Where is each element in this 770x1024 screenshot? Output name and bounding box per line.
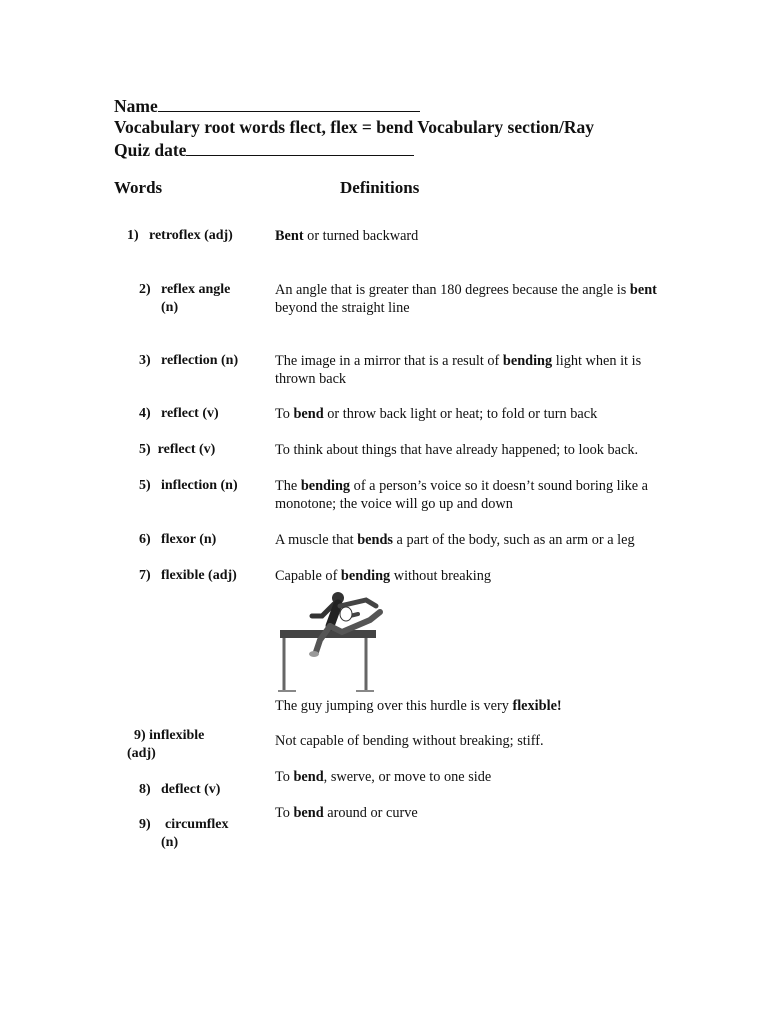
word-item: 4) reflect (v) xyxy=(139,406,219,421)
name-line xyxy=(114,94,420,117)
definition xyxy=(275,804,685,822)
definition-keyword: flexible! xyxy=(512,698,562,714)
words-heading: Words xyxy=(114,178,163,197)
definition xyxy=(275,352,685,388)
name-blank[interactable] xyxy=(158,94,420,112)
definition xyxy=(275,405,685,423)
definition-keyword: bend xyxy=(293,805,324,821)
definition-keyword: bend xyxy=(293,406,324,422)
definition-keyword: bent xyxy=(629,282,657,298)
definition-text: beyond the straight line xyxy=(275,300,410,316)
definition-text: The image in a mirror that is a result of xyxy=(275,353,503,369)
definition-text: around or curve xyxy=(323,805,418,821)
word-item: 9) circumflex (n) xyxy=(139,817,229,850)
word-item: 8) deflect (v) xyxy=(139,782,221,797)
word-item: 5) inflection (n) xyxy=(139,478,238,493)
word-item: 1) retroflex (adj) xyxy=(127,228,233,243)
definition-text: An angle that is greater than 180 degrees because the angle is xyxy=(275,282,630,298)
definition-text: To xyxy=(275,769,294,785)
definition-text: A muscle that xyxy=(275,532,358,548)
definition-text: or throw back light or heat; to fold or turn back xyxy=(323,406,598,422)
definition xyxy=(275,768,685,786)
definition-text: without breaking xyxy=(390,568,492,584)
definition-text: To xyxy=(275,406,294,422)
definition-text: To think about things that have already happened; to look back. xyxy=(275,442,639,458)
hurdle-jumper-image xyxy=(276,586,388,694)
definition-text: a part of the body, such as an arm or a leg xyxy=(392,532,635,548)
definition-text: The guy jumping over this hurdle is very xyxy=(275,698,513,714)
definition xyxy=(275,567,685,585)
definition xyxy=(275,477,685,513)
definition-keyword: bending xyxy=(300,478,351,494)
definition-text: light when it is thrown back xyxy=(275,353,642,387)
word-item: 5) reflect (v) xyxy=(139,442,216,457)
definition-keyword: bends xyxy=(357,532,393,548)
definition-text: To xyxy=(275,805,294,821)
quiz-date-label: Quiz date xyxy=(114,140,187,160)
definition xyxy=(275,697,685,715)
definition xyxy=(275,441,685,459)
definition-text: of a person’s voice so it doesn’t sound boring like a monotone; the voice will go up and down xyxy=(275,478,649,512)
definition-text: Not capable of bending without breaking; stiff. xyxy=(275,733,544,749)
definition-text: or turned backward xyxy=(303,228,419,244)
word-item: 9) inflexible xyxy=(134,728,205,743)
definition-text: , swerve, or move to one side xyxy=(323,769,492,785)
definition-keyword: bend xyxy=(293,769,324,785)
definition-text: The xyxy=(275,478,301,494)
word-item: 7) flexible (adj) xyxy=(139,568,237,583)
definition xyxy=(275,281,685,317)
page-title: Vocabulary root words flect, flex = bend Vocabulary section/Ray xyxy=(114,117,595,137)
word-item: 2) reflex angle (n) xyxy=(139,282,231,315)
definition-keyword: Bent xyxy=(275,228,304,244)
definition xyxy=(275,732,685,750)
definitions-heading: Definitions xyxy=(340,178,420,197)
quiz-date-blank[interactable] xyxy=(186,138,414,156)
definition xyxy=(275,227,685,245)
definition xyxy=(275,531,685,549)
name-label: Name xyxy=(114,96,158,116)
word-item-continued: (adj) xyxy=(127,746,156,761)
definition-text: Capable of xyxy=(275,568,341,584)
quiz-date-line xyxy=(114,138,414,161)
word-item: 6) flexor (n) xyxy=(139,532,217,547)
word-item: 3) reflection (n) xyxy=(139,353,239,368)
definition-keyword: bending xyxy=(340,568,391,584)
definition-keyword: bending xyxy=(502,353,553,369)
